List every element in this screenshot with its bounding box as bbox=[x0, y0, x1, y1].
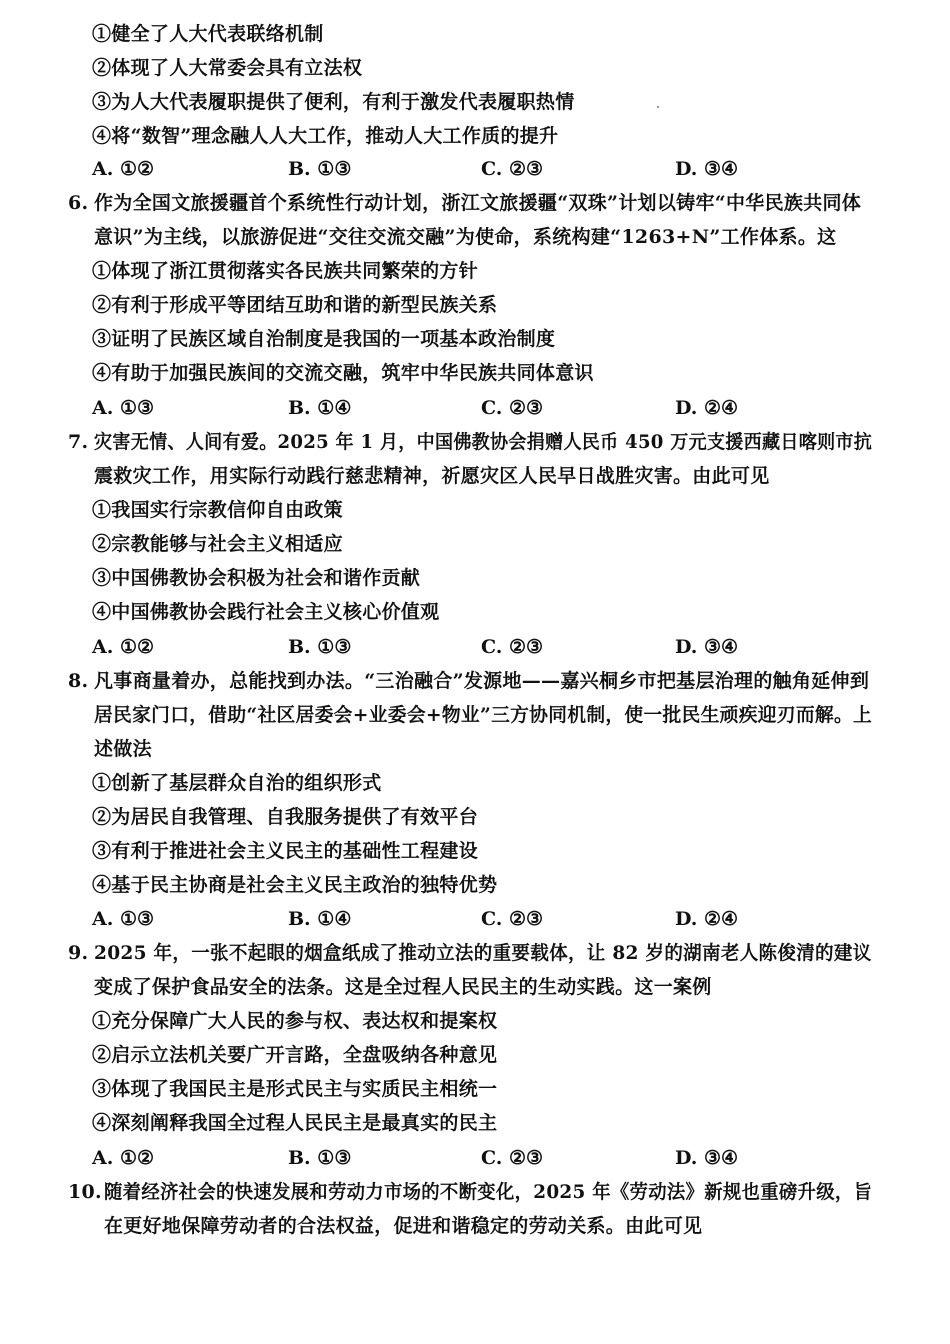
q7-item-1: ①我国实行宗教信仰自由政策 bbox=[92, 499, 343, 521]
q8-option-d: D. ②④ bbox=[675, 908, 739, 930]
q10-stem-line-2: 在更好地保障劳动者的合法权益，促进和谐稳定的劳动关系。由此可见 bbox=[104, 1215, 703, 1237]
q6-number: 6. bbox=[68, 192, 89, 214]
q6-option-b: B. ①④ bbox=[288, 397, 352, 419]
q10-number: 10. bbox=[68, 1181, 102, 1203]
q5-option-c: C. ②③ bbox=[481, 158, 544, 180]
q6-option-d: D. ②④ bbox=[675, 397, 739, 419]
q6-item-3: ③证明了民族区域自治制度是我国的一项基本政治制度 bbox=[92, 328, 556, 350]
q7-stem-line-1: 灾害无情、人间有爱。2025 年 1 月，中国佛教协会捐赠人民币 450 万元支援西藏日喀则市抗 bbox=[94, 431, 873, 453]
q9-option-a: A. ①② bbox=[92, 1147, 155, 1169]
q6-option-c: C. ②③ bbox=[481, 397, 544, 419]
q6-option-a: A. ①③ bbox=[92, 397, 155, 419]
q7-item-2: ②宗教能够与社会主义相适应 bbox=[92, 533, 343, 555]
q8-item-2: ②为居民自我管理、自我服务提供了有效平台 bbox=[92, 806, 479, 828]
q9-item-2: ②启示立法机关要广开言路，全盘吸纳各种意见 bbox=[92, 1044, 498, 1066]
q9-number: 9. bbox=[68, 942, 89, 964]
q8-option-a: A. ①③ bbox=[92, 908, 155, 930]
q8-stem-line-2: 居民家门口，借助“社区居委会+业委会+物业”三方协同机制，使一批民生顽疾迎刃而解。上 bbox=[94, 704, 873, 726]
q9-item-1: ①充分保障广大人民的参与权、表达权和提案权 bbox=[92, 1010, 498, 1032]
scan-speck bbox=[657, 106, 659, 108]
q9-option-d: D. ③④ bbox=[675, 1147, 739, 1169]
q7-option-d: D. ③④ bbox=[675, 636, 739, 658]
q7-option-b: B. ①③ bbox=[288, 636, 352, 658]
q8-option-c: C. ②③ bbox=[481, 908, 544, 930]
q9-option-b: B. ①③ bbox=[288, 1147, 352, 1169]
q7-option-a: A. ①② bbox=[92, 636, 155, 658]
q7-stem-line-2: 震救灾工作，用实际行动践行慈悲精神，祈愿灾区人民早日战胜灾害。由此可见 bbox=[94, 465, 770, 487]
q5-option-b: B. ①③ bbox=[288, 158, 352, 180]
q7-item-3: ③中国佛教协会积极为社会和谐作贡献 bbox=[92, 567, 421, 589]
q8-item-1: ①创新了基层群众自治的组织形式 bbox=[92, 772, 382, 794]
q8-stem-line-3: 述做法 bbox=[94, 738, 152, 760]
q5-option-d: D. ③④ bbox=[675, 158, 739, 180]
q9-stem-line-1: 2025 年，一张不起眼的烟盒纸成了推动立法的重要载体，让 82 岁的湖南老人陈俊清的建议 bbox=[94, 942, 872, 964]
q9-stem-line-2: 变成了保护食品安全的法条。这是全过程人民民主的生动实践。这一案例 bbox=[94, 976, 712, 998]
q5-item-4: ④将“数智”理念融人人大工作，推动人大工作质的提升 bbox=[92, 125, 559, 147]
q6-stem-line-2: 意识”为主线，以旅游促进“交往交流交融”为使命，系统构建“1263+N”工作体系。这 bbox=[94, 226, 837, 248]
q5-item-1: ①健全了人大代表联络机制 bbox=[92, 23, 324, 45]
q8-item-4: ④基于民主协商是社会主义民主政治的独特优势 bbox=[92, 874, 498, 896]
q6-stem-line-1: 作为全国文旅援疆首个系统性行动计划，浙江文旅援疆“双珠”计划以铸牢“中华民族共同体 bbox=[94, 192, 862, 214]
q7-option-c: C. ②③ bbox=[481, 636, 544, 658]
q6-item-1: ①体现了浙江贯彻落实各民族共同繁荣的方针 bbox=[92, 260, 479, 282]
q9-item-4: ④深刻阐释我国全过程人民民主是最真实的民主 bbox=[92, 1112, 498, 1134]
q5-item-3: ③为人大代表履职提供了便利，有利于激发代表履职热情 bbox=[92, 91, 575, 113]
q8-stem-line-1: 凡事商量着办，总能找到办法。“三治融合”发源地——嘉兴桐乡市把基层治理的触角延伸到 bbox=[94, 670, 870, 692]
q7-item-4: ④中国佛教协会践行社会主义核心价值观 bbox=[92, 601, 440, 623]
q7-number: 7. bbox=[68, 431, 89, 453]
q6-item-4: ④有助于加强民族间的交流交融，筑牢中华民族共同体意识 bbox=[92, 362, 594, 384]
q5-option-a: A. ①② bbox=[92, 158, 155, 180]
q8-item-3: ③有利于推进社会主义民主的基础性工程建设 bbox=[92, 840, 479, 862]
q10-stem-line-1: 随着经济社会的快速发展和劳动力市场的不断变化，2025 年《劳动法》新规也重磅升级，旨 bbox=[104, 1181, 873, 1203]
q9-item-3: ③体现了我国民主是形式民主与实质民主相统一 bbox=[92, 1078, 498, 1100]
q5-item-2: ②体现了人大常委会具有立法权 bbox=[92, 57, 363, 79]
q9-option-c: C. ②③ bbox=[481, 1147, 544, 1169]
q6-item-2: ②有利于形成平等团结互助和谐的新型民族关系 bbox=[92, 294, 498, 316]
q8-option-b: B. ①④ bbox=[288, 908, 352, 930]
q8-number: 8. bbox=[68, 670, 89, 692]
